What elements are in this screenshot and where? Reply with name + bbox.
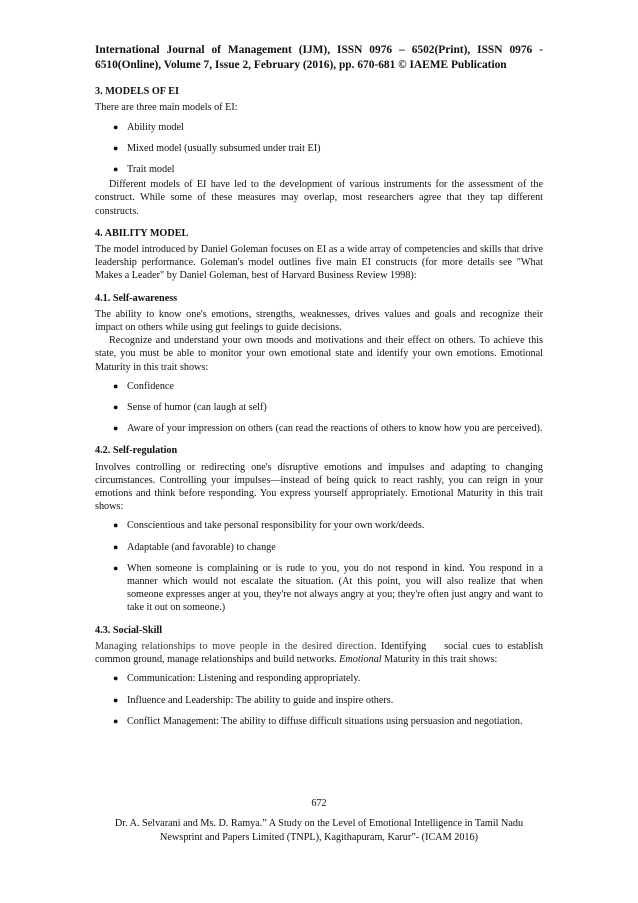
bullet-icon: ●: [113, 715, 119, 726]
paragraph: The ability to know one's emotions, strengths, weaknesses, drives values and goals and recognize their impact on others while using gut feelings to guide decisions.: [95, 308, 543, 334]
bullet-list: [95, 519, 543, 614]
section-title: 4. ABILITY MODEL: [95, 227, 189, 239]
list-item: ● Influence and Leadership: The ability to guide and inspire others.: [113, 694, 394, 706]
page-number: 672: [311, 798, 327, 809]
section-title: 4.2. Self-regulation: [95, 445, 178, 457]
section-self-awareness: [95, 292, 543, 436]
bullet-icon: ●: [113, 402, 119, 413]
section-title: 4.3. Social-Skill: [95, 624, 163, 636]
paragraph: Different models of EI have led to the development of various instruments for the assessment of the construct. While some of these measures may overlap, most researchers agree that they tap different constructs.: [95, 179, 543, 217]
bullet-list: [95, 121, 543, 177]
paragraph: Managing relationships to move people in the desired direction. Identifying social cues to establish common ground, manage relationships and build networks. Emotional Maturity in this trait shows:: [95, 640, 543, 666]
bullet-icon: ●: [113, 673, 119, 684]
bullet-icon: ●: [113, 142, 119, 153]
list-item: ● Confidence: [113, 380, 174, 392]
bullet-icon: ●: [113, 380, 119, 391]
bullet-list: [95, 380, 543, 436]
bullet-icon: ●: [113, 520, 119, 531]
bullet-icon: ●: [113, 541, 119, 552]
journal-header: International Journal of Management (IJM), ISSN 0976 – 6502(Print), ISSN 0976 - 6510(Online), Volume 7, Issue 2, February (2016), pp. 670-681 © IAEME Publication: [95, 44, 543, 71]
paragraph: Involves controlling or redirecting one's disruptive emotions and impulses and adapting to changing circumstances. Controlling your impulses—instead of being quick to react rashly, you can reign in your emotions and think before responding. You express yourself appropriately. Emotional Maturity in this trait shows:: [95, 461, 543, 513]
section-self-regulation: [95, 444, 543, 614]
paragraph: The model introduced by Daniel Goleman focuses on EI as a wide array of competencies and skills that drive leadership performance. Goleman's model outlines five main EI constructs (for more details see "What Makes a Leader" by Daniel Goleman, best of Harvard Business Review 1998):: [95, 244, 543, 282]
bullet-icon: ●: [113, 164, 119, 174]
section-models-of-ei: [95, 85, 543, 218]
section-title: 3. MODELS OF EI: [95, 86, 179, 98]
section-ability-model: [95, 227, 543, 283]
list-item: ● Sense of humor (can laugh at self): [113, 402, 267, 414]
paragraph: Recognize and understand your own moods and motivations and their effect on others. To achieve this state, you must be able to monitor your own emotional state and identify your own emotions. Emotional Maturity in this trait shows:: [95, 335, 543, 373]
list-item: ● Conscientious and take personal responsibility for your own work/deeds.: [113, 520, 425, 532]
bullet-list: [95, 672, 543, 728]
section-intro: There are three main models of EI:: [95, 102, 238, 114]
bullet-icon: ●: [113, 562, 119, 573]
bullet-icon: ●: [113, 423, 119, 434]
list-item: ● Aware of your impression on others (can read the reactions of others to know how you are perceived).: [113, 423, 543, 435]
list-item: ● Adaptable (and favorable) to change: [113, 541, 276, 553]
section-social-skill: [95, 624, 543, 728]
bullet-icon: ●: [113, 694, 119, 705]
list-item: ● Communication: Listening and responding appropriately.: [113, 673, 361, 685]
footer-line: Newsprint and Papers Limited (TNPL), Kagithapuram, Karur”- (ICAM 2016): [160, 832, 478, 843]
bullet-icon: ●: [113, 121, 119, 132]
list-item: ● When someone is complaining or is rude to you, you do not respond in kind. You respond in a manner which would not escalate the situation. (At this point, you will also realize that when someone expresses anger at you, they're not always angry at you; they're often just angry and want to take it out on someone.): [113, 562, 543, 614]
page-footer: [95, 817, 543, 845]
section-title: 4.1. Self-awareness: [95, 292, 178, 304]
paper-page: [95, 43, 543, 737]
list-item: ● Ability model: [113, 121, 184, 133]
footer-line: Dr. A. Selvarani and Ms. D. Ramya.” A Study on the Level of Emotional Intelligence in Tamil Nadu: [114, 818, 524, 829]
list-item: ● Mixed model (usually subsumed under trait EI): [113, 142, 321, 154]
list-item: ● Conflict Management: The ability to diffuse difficult situations using persuasion and negotiation.: [113, 715, 523, 727]
list-item: ● Trait model: [113, 164, 175, 175]
